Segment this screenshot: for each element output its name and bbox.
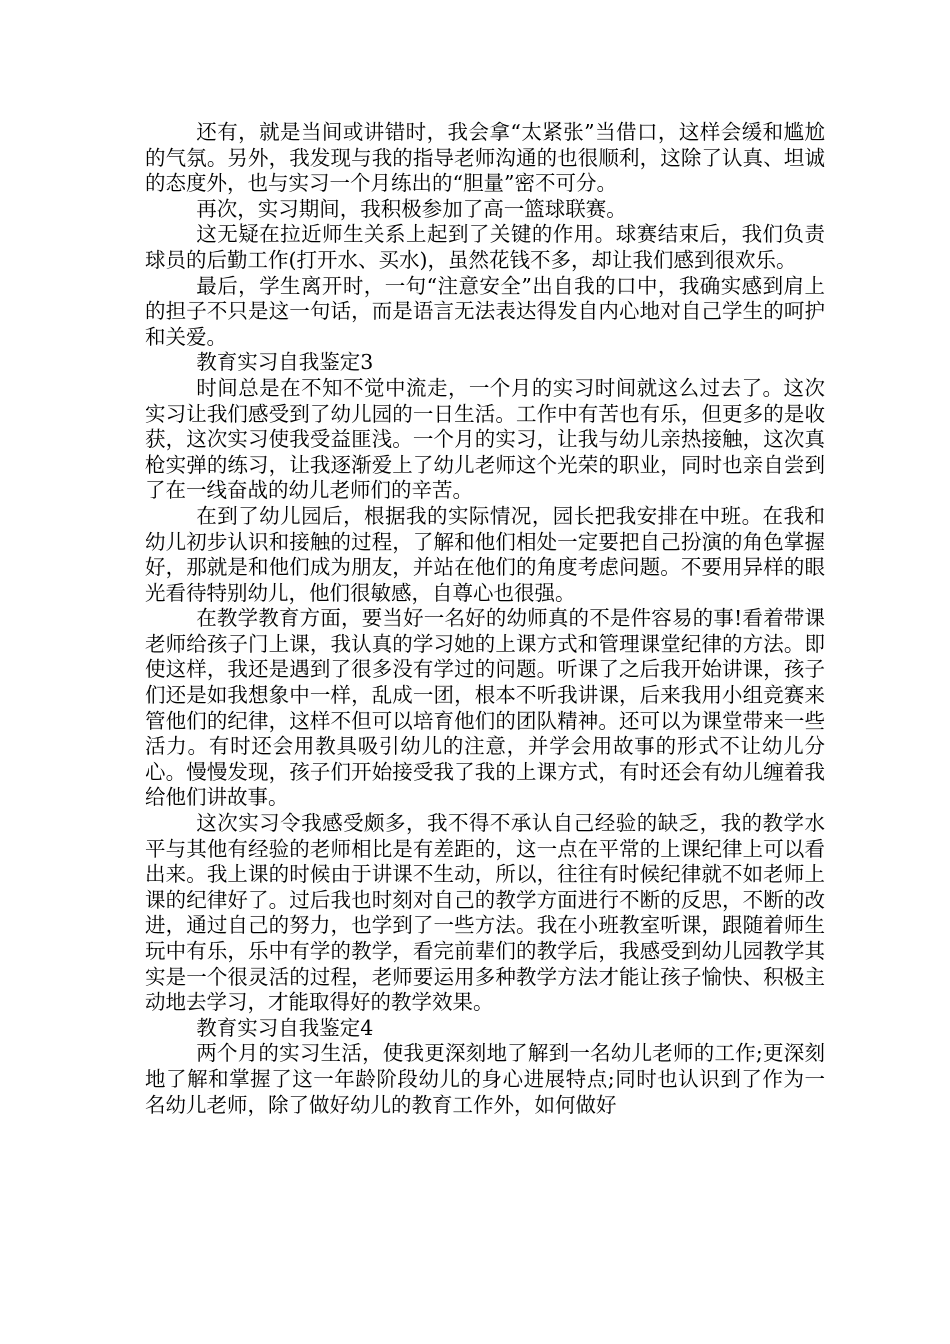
paragraph-basketball: 再次，实习期间，我积极参加了高一篮球联赛。 [196, 196, 627, 221]
section-heading-3: 教育实习自我鉴定3 [196, 350, 374, 375]
document-page [145, 120, 825, 1118]
paragraph-one-month: 时间总是在不知不觉中流走，一个月的实习时间就这么过去了。这次实习让我们感受到了幼儿园的一日生活。工作中有苦也有乐，但更多的是收获，这次实习使我受益匪浅。一个月的实习，让我与幼儿亲热接触，这次真枪实弹的练习，让我逐渐爱上了幼儿老师这个光荣的职业，同时也亲自尝到了在一线奋战的幼儿老师们的辛苦。 [145, 375, 825, 503]
paragraph-excuse-nervous: 还有，就是当间或讲错时，我会拿“太紧张”当借口，这样会缓和尴尬的气氛。另外，我发现与我的指导老师沟通的也很顺利，这除了认真、坦诚的态度外，也与实习一个月练出的“胆量”密不可分。 [145, 120, 825, 196]
paragraph-reflection: 这次实习令我感受颇多，我不得不承认自己经验的缺乏，我的教学水平与其他有经验的老师相比是有差距的，这一点在平常的上课纪律上可以看出来。我上课的时候由于讲课不生动，所以，往往有时候纪律就不如老师上课的纪律好了。过后我也时刻对自己的教学方面进行不断的反思，不断的改进，通过自己的努力，也学到了一些方法。我在小班教室听课，跟随着师生玩中有乐，乐中有学的教学，看完前辈们的教学后，我感受到幼儿园教学其实是一个很灵活的过程，老师要运用多种教学方法才能让孩子愉快、积极主动地去学习，才能取得好的教学效果。 [145, 811, 825, 1015]
paragraph-middle-class: 在到了幼儿园后，根据我的实际情况，园长把我安排在中班。在我和幼儿初步认识和接触的过程，了解和他们相处一定要把自己扮演的角色掌握好，那就是和他们成为朋友，并站在他们的角度考虑问题。不要用异样的眼光看待特别幼儿，他们很敏感，自尊心也很强。 [145, 503, 825, 605]
paragraph-teacher-student: 这无疑在拉近师生关系上起到了关键的作用。球赛结束后，我们负责球员的后勤工作(打开水、买水)，虽然花钱不多，却让我们感到很欢乐。 [145, 222, 825, 272]
section-heading-4: 教育实习自我鉴定4 [196, 1015, 374, 1040]
paragraph-farewell: 最后，学生离开时，一句“注意安全”出自我的口中，我确实感到肩上的担子不只是这一句话，而是语言无法表达得发自内心地对自己学生的呵护和关爱。 [145, 273, 825, 349]
paragraph-teaching: 在教学教育方面，要当好一名好的幼师真的不是件容易的事!看着带课老师给孩子门上课，我认真的学习她的上课方式和管理课堂纪律的方法。即使这样，我还是遇到了很多没有学过的问题。听课了之后我开始讲课，孩子们还是如我想象中一样，乱成一团，根本不听我讲课，后来我用小组竞赛来管他们的纪律，这样不但可以培育他们的团队精神。还可以为课堂带来一些活力。有时还会用教具吸引幼儿的注意，并学会用故事的形式不让幼儿分心。慢慢发现，孩子们开始接受我了我的上课方式，有时还会有幼儿缠着我给他们讲故事。 [145, 606, 825, 810]
paragraph-two-months: 两个月的实习生活，使我更深刻地了解到一名幼儿老师的工作;更深刻地了解和掌握了这一年龄阶段幼儿的身心进展特点;同时也认识到了作为一名幼儿老师，除了做好幼儿的教育工作外，如何做好 [145, 1041, 825, 1117]
